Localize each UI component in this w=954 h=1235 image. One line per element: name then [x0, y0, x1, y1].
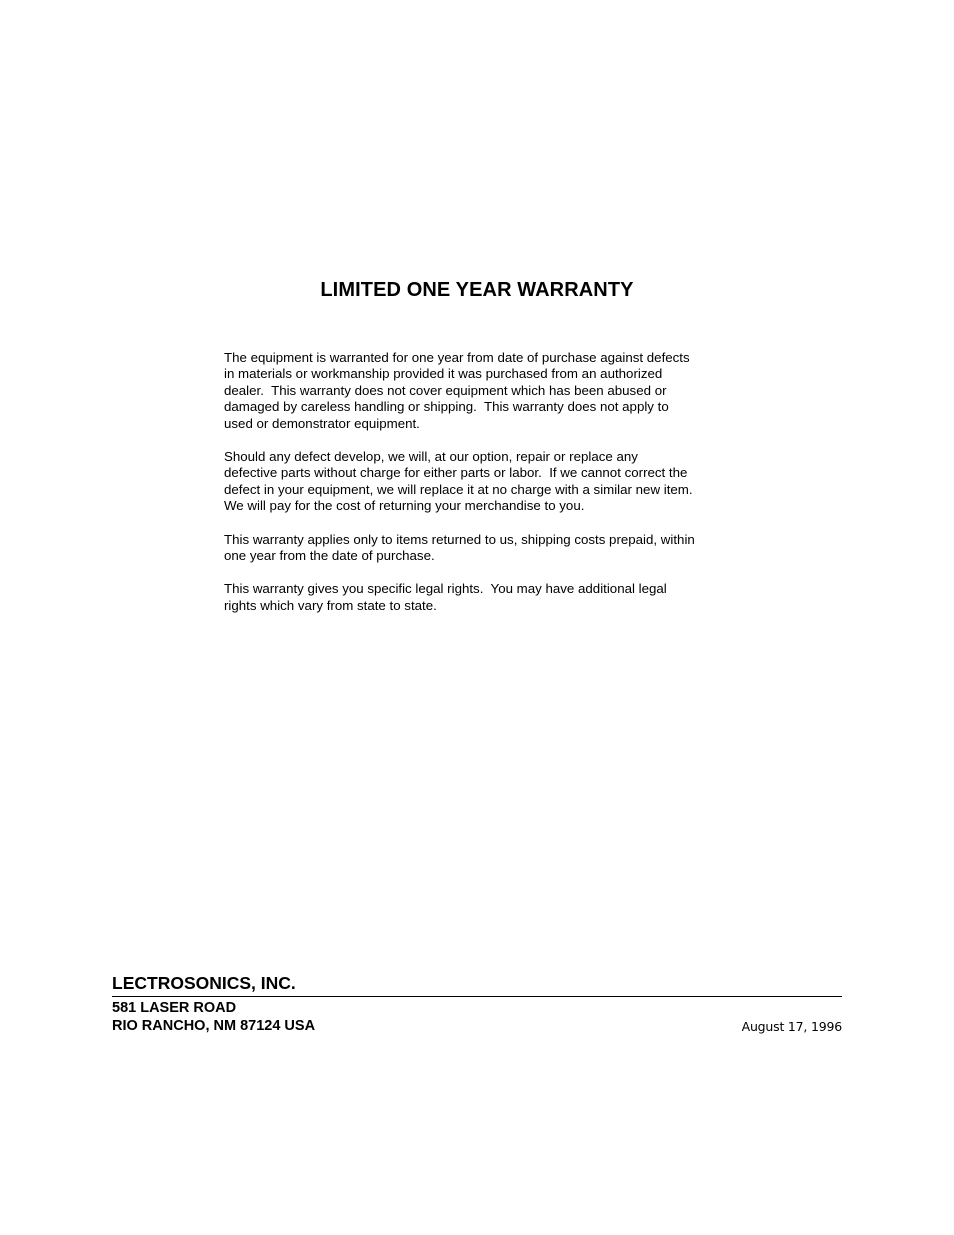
address-line-street: 581 LASER ROAD	[112, 1000, 237, 1016]
address-line-city: RIO RANCHO, NM 87124 USA	[112, 1017, 316, 1034]
text-line: rights which vary from state to state.	[224, 597, 437, 613]
footer-divider	[112, 996, 842, 997]
text-line: This warranty gives you specific legal rights. You may have additional legal	[224, 581, 667, 597]
text-line: Should any defect develop, we will, at our option, repair or replace any	[224, 449, 638, 465]
text-line: defective parts without charge for either parts or labor. If we cannot correct the	[224, 465, 688, 481]
text-line: one year from the date of purchase.	[224, 548, 435, 564]
document-date: August 17, 1996	[741, 1019, 842, 1034]
warranty-paragraph-coverage	[224, 350, 744, 432]
text-line: used or demonstrator equipment.	[224, 415, 420, 431]
page-title: LIMITED ONE YEAR WARRANTY	[320, 279, 634, 301]
company-name: LECTROSONICS, INC.	[112, 973, 296, 993]
text-line: in materials or workmanship provided it was purchased from an authorized	[224, 366, 663, 382]
text-line: The equipment is warranted for one year from date of purchase against defects	[224, 350, 690, 365]
warranty-paragraph-returns	[224, 532, 744, 565]
text-line: damaged by careless handling or shipping. This warranty does not apply to	[224, 399, 669, 415]
text-line: This warranty applies only to items returned to us, shipping costs prepaid, within	[224, 531, 695, 547]
company-address	[112, 1000, 315, 1035]
warranty-paragraph-remedy	[224, 449, 744, 515]
text-line: defect in your equipment, we will replace it at no charge with a similar new item.	[224, 481, 693, 497]
warranty-body	[224, 350, 744, 631]
text-line: We will pay for the cost of returning your merchandise to you.	[224, 498, 585, 514]
text-line: dealer. This warranty does not cover equipment which has been abused or	[224, 382, 667, 398]
warranty-paragraph-rights	[224, 581, 744, 614]
